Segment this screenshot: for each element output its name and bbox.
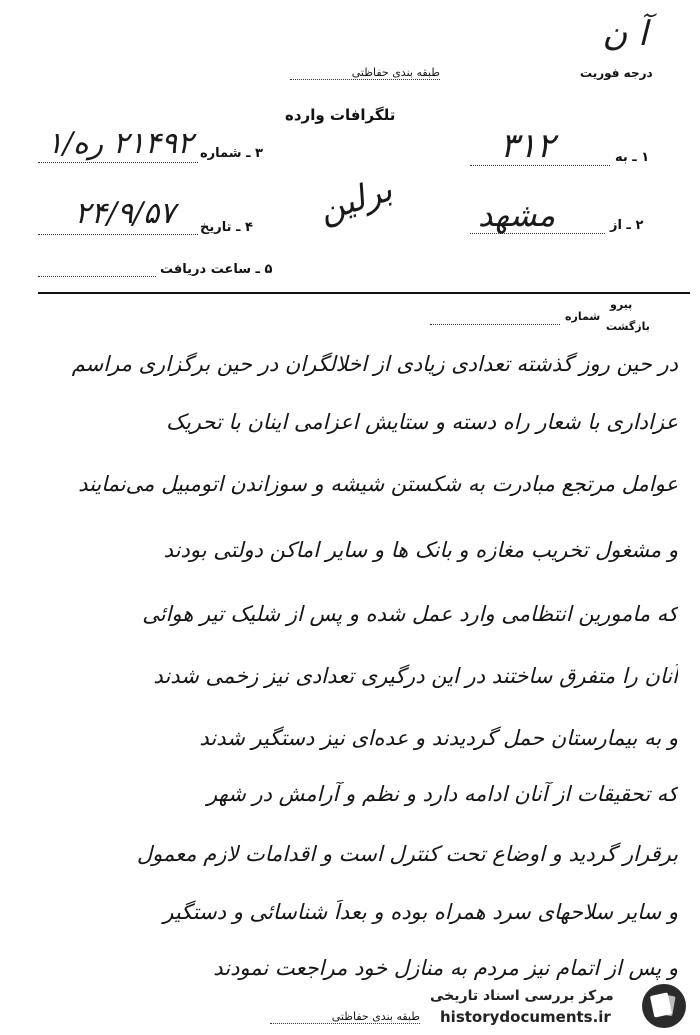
body-line: در حین روز گذشته تعدادی زیادی از اخلالگران در حین برگزاری مراسم bbox=[71, 352, 678, 376]
document-title: تلگرافات وارده bbox=[285, 106, 396, 124]
number-line bbox=[38, 162, 198, 163]
date-value: ۲۴/۹/۵۷ bbox=[74, 196, 176, 231]
classification-label-top: طبقه بندی حفاظتی bbox=[290, 66, 440, 80]
classification-label-bottom: طبقه بندی حفاظتی bbox=[270, 1010, 420, 1024]
watermark-logo-icon bbox=[642, 984, 686, 1028]
body-line: و مشغول تخریب مغازه و بانک ها و سایر اماکن دولتی بودند bbox=[163, 538, 678, 562]
watermark-url: historydocuments.ir bbox=[440, 1008, 611, 1026]
to-value: ۳۱۲ bbox=[500, 126, 555, 166]
body-line: و پس از اتمام نیز مردم به منازل خود مراجعت نمودند bbox=[213, 956, 678, 980]
reference-line bbox=[430, 324, 560, 325]
body-line: آنان را متفرق ساختند در این درگیری تعدادی نیز زخمی شدند bbox=[153, 664, 678, 688]
receive-time-label: ۵ ـ ساعت دریافت bbox=[160, 262, 273, 277]
body-line: عوامل مرتجع مبادرت به شکستن شیشه و سوزاندن اتومبیل می‌نمایند bbox=[78, 472, 678, 496]
body-line: و سایر سلاحهای سرد همراه بوده و بعداً شناسائی و دستگیر bbox=[163, 900, 678, 924]
return-label: بازگشت bbox=[606, 320, 650, 333]
body-line: که تحقیقات از آنان ادامه دارد و نظم و آرامش در شهر bbox=[206, 782, 678, 806]
reference-number-label: شماره bbox=[565, 310, 601, 323]
body-line: و به بیمارستان حمل گردیدند و عده‌ای نیز دستگیر شدند bbox=[199, 726, 678, 750]
priority-mark: آ ن bbox=[602, 14, 648, 54]
from-value: مشهد bbox=[478, 196, 556, 234]
to-label: ۱ ـ به bbox=[615, 150, 650, 165]
number-value: ۲۱۴۹۲ ره/۱ bbox=[46, 126, 194, 161]
follow-label: پیرو bbox=[610, 298, 633, 311]
body-line: عزاداری با شعار راه دسته و ستایش اعزامی اینان با تحریک bbox=[166, 410, 678, 434]
date-line bbox=[38, 234, 198, 235]
from-label: ۲ ـ از bbox=[610, 218, 644, 233]
body-line: برقرار گردید و اوضاع تحت کنترل است و اقدامات لازم معمول bbox=[136, 842, 678, 866]
header-divider bbox=[38, 292, 690, 294]
body-line: که مامورین انتظامی وارد عمل شده و پس از شلیک تیر هوائی bbox=[142, 602, 678, 626]
number-label: ۳ ـ شماره bbox=[200, 146, 263, 161]
watermark-name: مرکز بررسی اسناد تاریخی bbox=[430, 988, 614, 1004]
priority-label: درجه فوریت bbox=[580, 66, 653, 80]
receive-time-line bbox=[38, 276, 156, 277]
date-label: ۴ ـ تاریخ bbox=[200, 220, 253, 235]
signature: برلین bbox=[313, 169, 398, 231]
